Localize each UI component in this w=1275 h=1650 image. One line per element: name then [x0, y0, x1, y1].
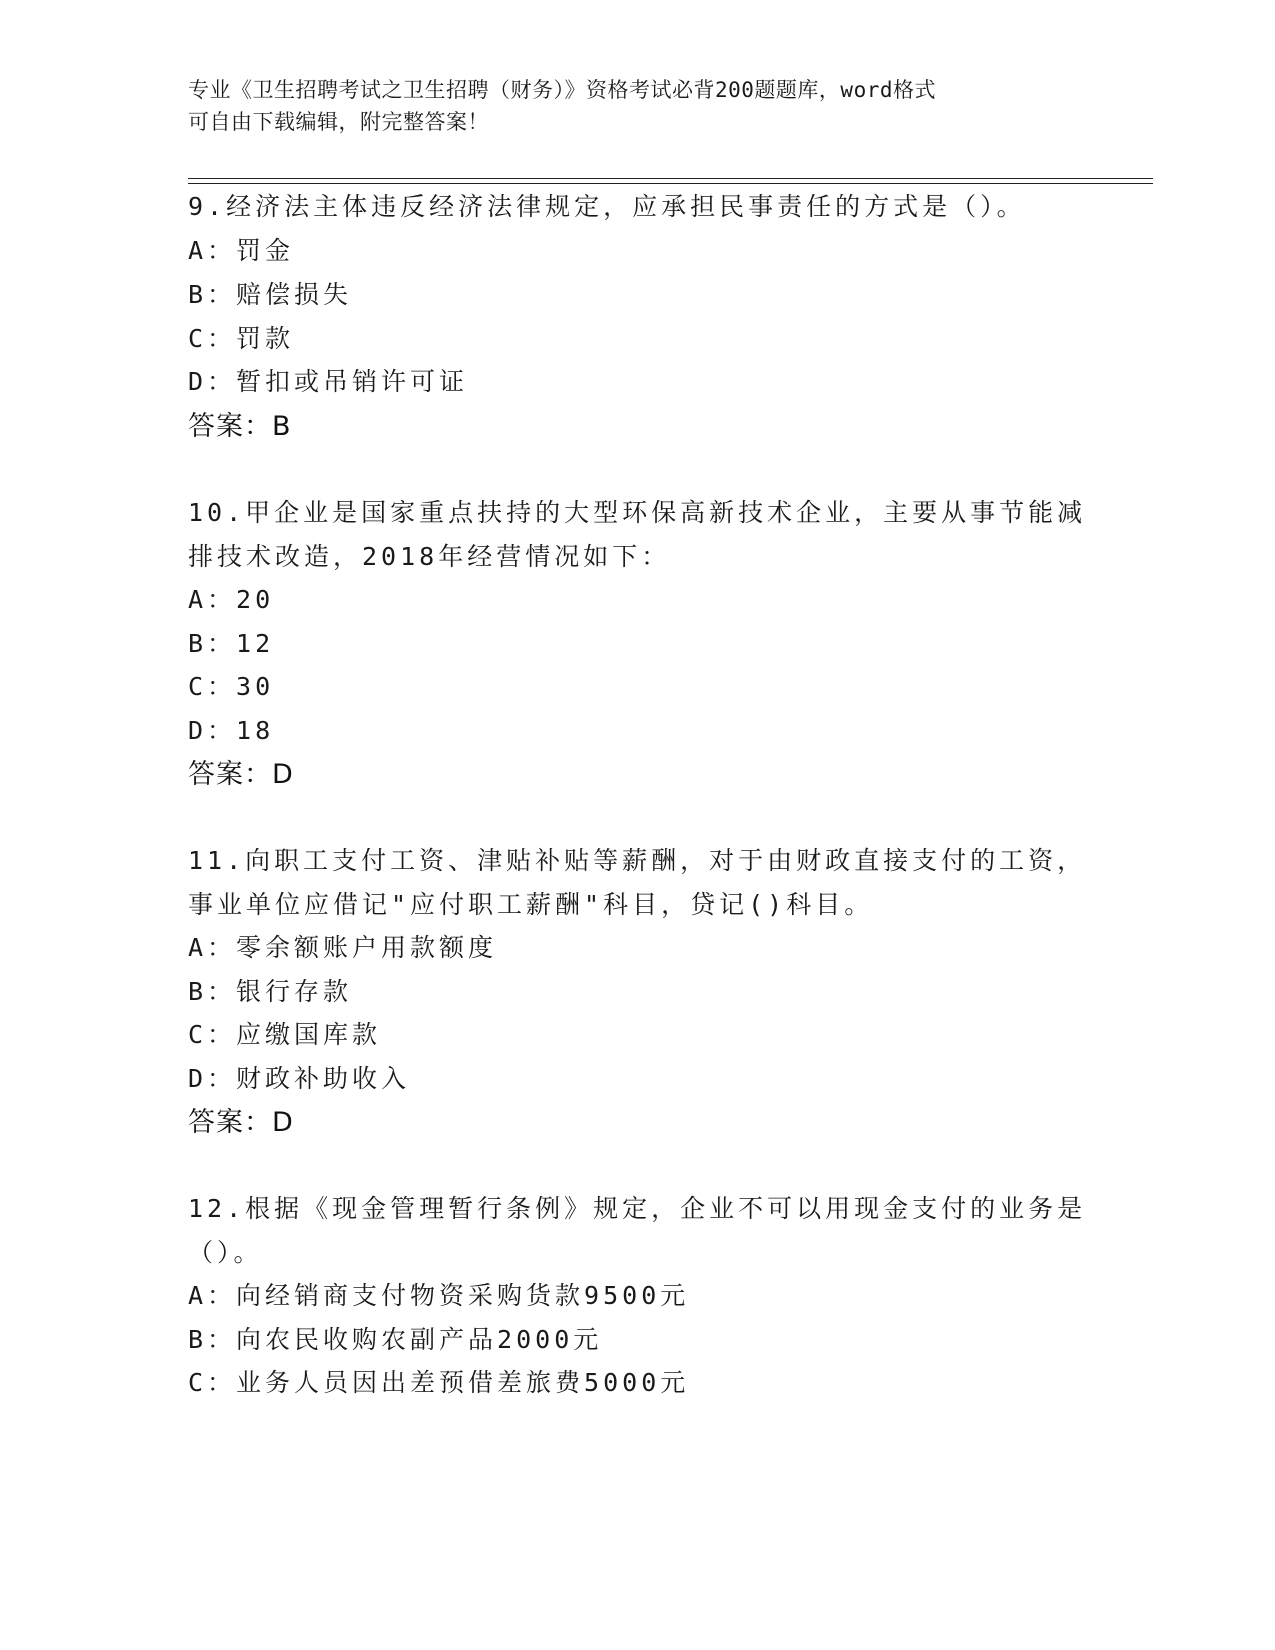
- document-header: [188, 74, 1068, 138]
- header-divider-top: [188, 178, 1153, 179]
- question-12-option-c: C：业务人员因出差预借差旅费5000元: [188, 1368, 690, 1397]
- question-10-stem-line-2: 排技术改造，2018年经营情况如下：: [188, 542, 671, 571]
- question-9-stem-line-1: 9.经济法主体违反经济法律规定，应承担民事责任的方式是（）。: [188, 192, 1026, 221]
- header-divider-bottom: [188, 183, 1153, 184]
- question-11-stem-line-2: 事业单位应借记"应付职工薪酬"科目，贷记()科目。: [188, 890, 874, 919]
- question-10-option-c: C：30: [188, 672, 275, 701]
- header-line-2: 可自由下载编辑，附完整答案！: [188, 110, 489, 134]
- question-11-option-a: A：零余额账户用款额度: [188, 933, 498, 962]
- question-12-stem-line-2: （）。: [188, 1238, 263, 1267]
- question-11-option-d: D：财政补助收入: [188, 1064, 411, 1093]
- question-10-stem-line-1: 10.甲企业是国家重点扶持的大型环保高新技术企业，主要从事节能减: [188, 498, 1087, 527]
- question-11-option-c: C：应缴国库款: [188, 1020, 382, 1049]
- question-12-stem-line-1: 12.根据《现金管理暂行条例》规定，企业不可以用现金支付的业务是: [188, 1194, 1087, 1223]
- question-12-option-a: A：向经销商支付物资采购货款9500元: [188, 1281, 690, 1310]
- question-9-option-d: D：暂扣或吊销许可证: [188, 367, 469, 396]
- question-10-option-a: A：20: [188, 585, 275, 614]
- question-9-answer: 答案：B: [188, 411, 292, 442]
- question-11-stem-line-1: 11.向职工支付工资、津贴补贴等薪酬，对于由财政直接支付的工资，: [188, 846, 1087, 875]
- question-10-option-b: B：12: [188, 629, 275, 658]
- question-12-option-b: B：向农民收购农副产品2000元: [188, 1325, 603, 1354]
- question-10-option-d: D：18: [188, 716, 275, 745]
- question-10-answer: 答案：D: [188, 759, 294, 790]
- question-9-option-c: C：罚款: [188, 324, 295, 353]
- question-11-option-b: B：银行存款: [188, 977, 353, 1006]
- header-line-1: 专业《卫生招聘考试之卫生招聘（财务）》资格考试必背200题题库，word格式: [188, 78, 936, 102]
- question-9-option-a: A：罚金: [188, 236, 295, 265]
- question-9-option-b: B：赔偿损失: [188, 280, 353, 309]
- question-11-answer: 答案：D: [188, 1107, 294, 1138]
